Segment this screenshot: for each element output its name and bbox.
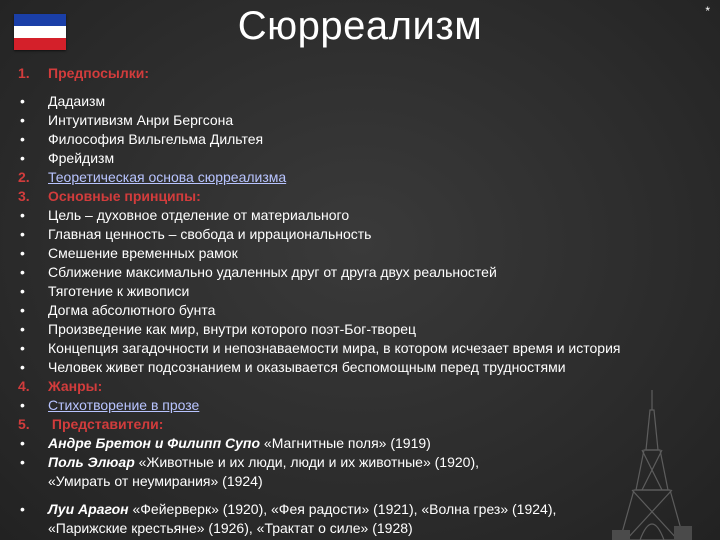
list-item xyxy=(18,301,714,320)
works-text: «Животные и их люди, люди и их животные» (1920), «Умирать от неумирания» (1924) xyxy=(48,454,479,489)
list-item-text: Концепция загадочности и непознаваемости мира, в котором исчезает время и история xyxy=(48,340,621,356)
author-name: Андре Бретон и Филипп Супо xyxy=(48,435,261,451)
list-item-text: Тяготение к живописи xyxy=(48,283,190,299)
bullet-icon: • xyxy=(20,245,25,261)
bullet-icon: • xyxy=(20,226,25,242)
section-heading: Жанры: xyxy=(48,378,103,394)
section-prerequisites xyxy=(18,64,714,83)
list-item xyxy=(18,92,714,111)
bullet-icon: • xyxy=(20,340,25,356)
list-item xyxy=(18,130,714,149)
list-item-text: Главная ценность – свобода и иррациональность xyxy=(48,226,372,242)
list-item xyxy=(18,320,714,339)
bullet-icon: • xyxy=(20,264,25,280)
list-item-text: Фрейдизм xyxy=(48,150,115,166)
list-item-text: Произведение как мир, внутри которого поэт-Бог-творец xyxy=(48,321,417,337)
section-number: 1. xyxy=(18,65,30,81)
list-item xyxy=(18,358,714,377)
list-item xyxy=(18,339,714,358)
list-item xyxy=(18,111,714,130)
section-principles xyxy=(18,187,714,206)
works-text: «Магнитные поля» (1919) xyxy=(260,435,431,451)
content-list xyxy=(18,64,714,538)
list-item-text: Сближение максимально удаленных друг от друга двух реальностей xyxy=(48,264,497,280)
list-item xyxy=(18,453,538,491)
list-item-text: Дадаизм xyxy=(48,93,106,109)
list-item xyxy=(18,149,714,168)
section-number: 4. xyxy=(18,378,30,394)
list-item-text: Человек живет подсознанием и оказывается беспомощным перед трудностями xyxy=(48,359,566,375)
bullet-icon: • xyxy=(20,93,25,109)
section-theory xyxy=(18,168,714,187)
list-item xyxy=(18,434,714,453)
list-item xyxy=(18,500,628,538)
bullet-icon: • xyxy=(20,302,25,318)
list-item xyxy=(18,244,714,263)
section-number: 5. xyxy=(18,416,30,432)
author-name: Поль Элюар xyxy=(48,454,135,470)
page-title: Сюрреализм xyxy=(237,4,483,48)
bullet-icon: • xyxy=(20,321,25,337)
list-item xyxy=(18,263,714,282)
bullet-icon: • xyxy=(20,435,25,451)
bullet-icon: • xyxy=(20,112,25,128)
section-genres xyxy=(18,377,714,396)
section-heading: Представители: xyxy=(48,416,164,432)
bullet-icon: • xyxy=(20,454,25,470)
section-heading: Предпосылки: xyxy=(48,65,150,81)
list-item-text: Интуитивизм Анри Бергсона xyxy=(48,112,234,128)
bullet-icon: • xyxy=(20,397,25,413)
theory-link[interactable]: Теоретическая основа сюрреализма xyxy=(48,169,287,185)
works-text: «Фейерверк» (1920), «Фея радости» (1921), «Волна грез» (1924), «Парижские крестьяне» (1926), «Трактат о силе» (1928) xyxy=(48,501,557,536)
list-item xyxy=(18,225,714,244)
section-number: 3. xyxy=(18,188,30,204)
corner-mark: * xyxy=(705,4,710,18)
bullet-icon: • xyxy=(20,150,25,166)
list-item xyxy=(18,206,714,225)
list-item-text: Догма абсолютного бунта xyxy=(48,302,216,318)
section-heading: Основные принципы: xyxy=(48,188,201,204)
bullet-icon: • xyxy=(20,283,25,299)
author-name: Луи Арагон xyxy=(48,501,129,517)
bullet-icon: • xyxy=(20,131,25,147)
bullet-icon: • xyxy=(20,207,25,223)
list-item-text: Смешение временных рамок xyxy=(48,245,238,261)
list-item xyxy=(18,396,714,415)
list-item-text: Философия Вильгельма Дильтея xyxy=(48,131,264,147)
prose-poem-link[interactable]: Стихотворение в прозе xyxy=(48,397,200,413)
bullet-icon: • xyxy=(20,501,25,517)
list-item xyxy=(18,282,714,301)
section-number: 2. xyxy=(18,169,30,185)
list-item-text: Цель – духовное отделение от материального xyxy=(48,207,350,223)
bullet-icon: • xyxy=(20,359,25,375)
section-representatives xyxy=(18,415,714,434)
